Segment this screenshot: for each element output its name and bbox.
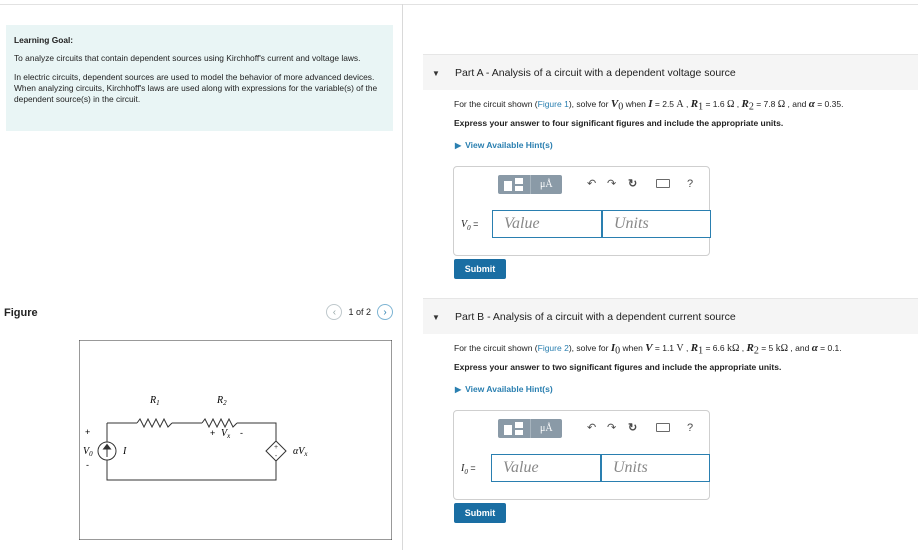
part-a-problem: For the circuit shown (Figure 1), solve for $V_0$ when I = 2.5 A , $R_1 = 1.6$ Ω , $R_2 = 7.8$ Ω , and α = 0.35.	[454, 98, 844, 113]
part-a-title: Part A - Analysis of a circuit with a dependent voltage source	[455, 67, 736, 79]
part-a-instruction: Express your answer to four significant figures and include the appropriate units.	[454, 118, 784, 128]
figure-2-link[interactable]: Figure 2	[537, 343, 569, 353]
part-b-units-input[interactable]: Units	[601, 454, 710, 482]
part-a-submit-button[interactable]: Submit	[454, 259, 506, 279]
learning-goal-text-2: In electric circuits, dependent sources are used to model the behavior of more advanced devices. When analyzing circuits, Kirchhoff's laws are used along with expressions for the variable(s) of the dependent source(s) in the circuit.	[14, 72, 378, 104]
chevron-right-icon[interactable]: ›	[377, 304, 393, 320]
part-b-problem: For the circuit shown (Figure 2), solve for $I_0$ when V = 1.1 V , $R_1 = 6.6$ kΩ , $R_2 = 5$ kΩ , and α = 0.1.	[454, 342, 842, 357]
undo-icon[interactable]: ↶	[587, 422, 597, 434]
collapse-triangle-icon[interactable]: ▼	[432, 69, 440, 78]
help-icon[interactable]: ?	[687, 422, 694, 434]
learning-goal-text-1: To analyze circuits that contain dependent sources using Kirchhoff's current and voltage laws.	[14, 53, 361, 63]
part-a-header[interactable]	[423, 54, 918, 90]
reset-icon[interactable]: ↻	[628, 422, 638, 434]
keyboard-icon[interactable]	[656, 179, 670, 188]
templates-button[interactable]	[498, 175, 530, 194]
hint-triangle-icon: ▶	[455, 385, 462, 394]
svg-text:R1: $R_1$	[150, 395, 160, 407]
circuit-diagram	[79, 340, 392, 540]
templates-button[interactable]	[498, 419, 530, 438]
svg-text:-: -	[240, 428, 243, 438]
part-b-answer-label: $I_0$ =	[461, 463, 476, 476]
figure-label: Figure	[4, 307, 38, 319]
hint-triangle-icon: ▶	[455, 141, 462, 150]
figure-header	[0, 300, 402, 328]
collapse-triangle-icon[interactable]: ▼	[432, 313, 440, 322]
learning-goal-title: Learning Goal:	[14, 35, 74, 45]
top-border	[0, 4, 918, 5]
part-b-value-input[interactable]: Value	[491, 454, 601, 482]
svg-text:V0: $V_0$	[83, 446, 93, 458]
learning-goal-panel	[6, 25, 393, 131]
math-toolbar-group	[498, 175, 562, 194]
part-b-instruction: Express your answer to two significant figures and include the appropriate units.	[454, 362, 782, 372]
part-b-answer-box	[453, 410, 710, 500]
svg-text:Vx: $V_x$	[221, 428, 231, 440]
part-b-hint-link[interactable]: ▶ View Available Hint(s)	[455, 384, 553, 394]
units-symbol-button[interactable]: μÅ	[530, 175, 563, 194]
keyboard-icon[interactable]	[656, 423, 670, 432]
redo-icon[interactable]: ↷	[607, 178, 617, 190]
units-symbol-button[interactable]: μÅ	[530, 419, 563, 438]
figure-page-count: 1 of 2	[348, 307, 371, 317]
chevron-left-icon[interactable]: ‹	[326, 304, 342, 320]
part-b-submit-button[interactable]: Submit	[454, 503, 506, 523]
svg-text:I: I	[123, 446, 127, 457]
part-a-answer-label: $V_0$ =	[461, 219, 479, 232]
part-a-hint-link[interactable]: ▶ View Available Hint(s)	[455, 140, 553, 150]
svg-text:+: +	[273, 444, 279, 451]
redo-icon[interactable]: ↷	[607, 422, 617, 434]
svg-text:+: +	[210, 428, 216, 438]
svg-text:-: -	[86, 460, 89, 470]
part-b-header[interactable]	[423, 298, 918, 334]
figure-1-link[interactable]: Figure 1	[537, 99, 569, 109]
part-b-title: Part B - Analysis of a circuit with a dependent current source	[455, 311, 736, 323]
templates-icon	[504, 422, 524, 436]
figure-pager	[326, 304, 393, 320]
part-a-answer-box	[453, 166, 710, 256]
svg-text:R2: $R_2$	[217, 395, 227, 407]
resistor-r2	[202, 419, 237, 427]
svg-text:+: +	[85, 427, 91, 437]
svg-text:αVx: $\alpha V_x$	[293, 446, 308, 458]
reset-icon[interactable]: ↻	[628, 178, 638, 190]
resistor-r1	[137, 419, 172, 427]
math-toolbar-group	[498, 419, 562, 438]
help-icon[interactable]: ?	[687, 178, 694, 190]
svg-text:-: -	[274, 453, 278, 460]
part-a-units-input[interactable]: Units	[602, 210, 711, 238]
undo-icon[interactable]: ↶	[587, 178, 597, 190]
part-a-value-input[interactable]: Value	[492, 210, 602, 238]
panel-divider	[402, 4, 403, 550]
templates-icon	[504, 178, 524, 192]
